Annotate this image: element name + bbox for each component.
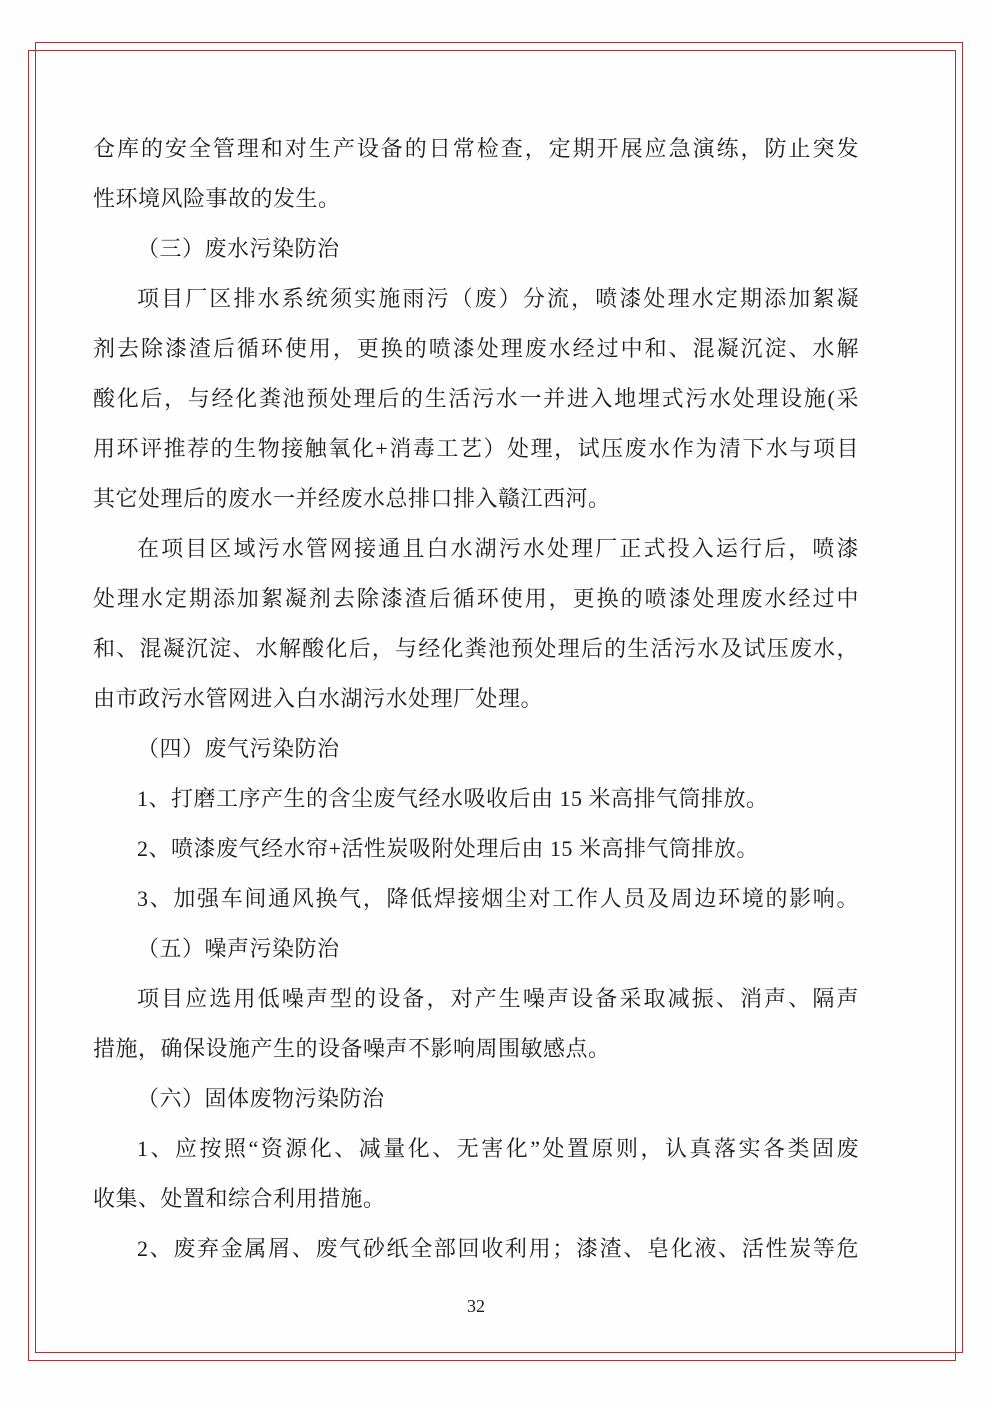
page-number: 32 [467, 1296, 485, 1316]
paragraph-line: 项目厂区排水系统须实施雨污（废）分流，喷漆处理水定期添加絮凝 [137, 286, 859, 311]
list-item-line: 1、应按照“资源化、减量化、无害化”处置原则，认真落实各类固废 [137, 1136, 859, 1161]
paragraph-line: 仓库的安全管理和对生产设备的日常检查，定期开展应急演练，防止突发 [93, 136, 859, 161]
list-item-line: 1、打磨工序产生的含尘废气经水吸收后由 15 米高排气筒排放。 [137, 786, 769, 811]
paragraph-line: 剂去除漆渣后循环使用，更换的喷漆处理废水经过中和、混凝沉淀、水解 [93, 336, 859, 361]
section-heading-line: （六）固体废物污染防治 [137, 1086, 385, 1111]
list-item-line: 3、加强车间通风换气，降低焊接烟尘对工作人员及周边环境的影响。 [137, 886, 859, 911]
paragraph-line: 和、混凝沉淀、水解酸化后，与经化粪池预处理后的生活污水及试压废水， [93, 636, 859, 661]
section-heading-line: （四）废气污染防治 [137, 736, 340, 761]
paragraph-line: 处理水定期添加絮凝剂去除漆渣后循环使用，更换的喷漆处理废水经过中 [93, 586, 859, 611]
paragraph-line: 其它处理后的废水一并经废水总排口排入赣江西河。 [93, 486, 611, 511]
list-item-line: 2、喷漆废气经水帘+活性炭吸附处理后由 15 米高排气筒排放。 [137, 836, 759, 861]
paragraph-line: 用环评推荐的生物接触氧化+消毒工艺）处理，试压废水作为清下水与项目 [93, 436, 859, 461]
section-heading-line: （五）噪声污染防治 [137, 936, 340, 961]
paragraph-line: 项目应选用低噪声型的设备，对产生噪声设备采取减振、消声、隔声 [137, 986, 859, 1011]
paragraph-line: 性环境风险事故的发生。 [93, 186, 341, 211]
paragraph-line: 由市政污水管网进入白水湖污水处理厂处理。 [93, 686, 544, 711]
document-body [93, 124, 859, 1274]
paragraph-line: 措施，确保设施产生的设备噪声不影响周围敏感点。 [93, 1036, 611, 1061]
paragraph-line: 酸化后，与经化粪池预处理后的生活污水一并进入地埋式污水处理设施(采 [93, 386, 859, 411]
paragraph-line: 收集、处置和综合利用措施。 [93, 1186, 386, 1211]
paragraph-line: 在项目区域污水管网接通且白水湖污水处理厂正式投入运行后，喷漆 [137, 536, 859, 561]
section-heading-line: （三）废水污染防治 [137, 236, 340, 261]
list-item-line: 2、废弃金属屑、废气砂纸全部回收利用；漆渣、皂化液、活性炭等危 [137, 1236, 859, 1261]
